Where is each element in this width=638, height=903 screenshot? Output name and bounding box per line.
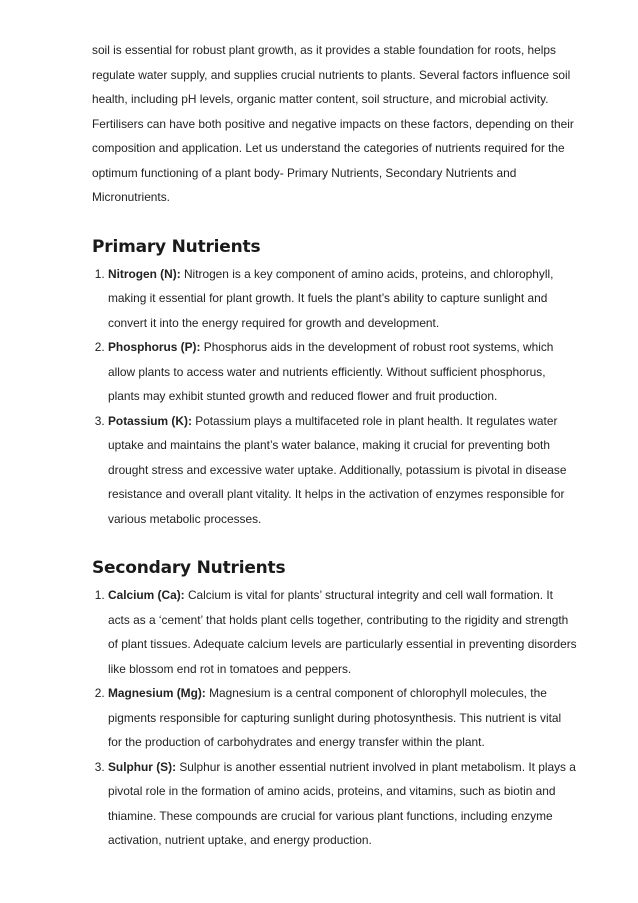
nutrient-description: Phosphorus aids in the development of robust root systems, which allow plants to access water and nutrients efficiently. Without sufficient phosphorus, plants may exhibit stunted growth and reduced flower and fruit production. xyxy=(108,340,554,403)
nutrient-description: Nitrogen is a key component of amino acids, proteins, and chlorophyll, making it essential for plant growth. It fuels the plant’s ability to capture sunlight and convert it into the energy required for growth and development. xyxy=(108,266,554,330)
nutrient-term: Phosphorus (P): xyxy=(108,340,201,354)
nutrient-term: Nitrogen (N): xyxy=(108,266,181,281)
secondary-nutrients-list xyxy=(92,583,578,853)
nutrient-term: Calcium (Ca): xyxy=(108,588,185,602)
nutrient-term: Magnesium (Mg): xyxy=(108,686,206,700)
primary-nutrients-heading: Primary Nutrients xyxy=(92,236,261,257)
list-item xyxy=(108,681,578,755)
intro-paragraph: soil is essential for robust plant growth, as it provides a stable foundation for roots, helps regulate water supply, and supplies crucial nutrients to plants. Several factors influence soil health, including pH levels, organic matter content, soil structure, and microbial activity. Fertilisers can have both positive and negative impacts on these factors, depending on their composition and application. Let us understand the categories of nutrients required for the optimum functioning of a plant body- Primary Nutrients, Secondary Nutrients and Micronutrients. xyxy=(92,43,574,204)
nutrient-term: Sulphur (S): xyxy=(108,759,177,774)
nutrient-description: Calcium is vital for plants’ structural integrity and cell wall formation. It acts as a ‘cement’ that holds plant cells together, contributing to the rigidity and strength of plant tissues. Adequate calcium levels are particularly essential in preventing disorders like blossom end rot in tomatoes and peppers. xyxy=(108,588,577,676)
nutrient-description: Potassium plays a multifaceted role in plant health. It regulates water uptake and maintains the plant’s water balance, making it crucial for preventing both drought stress and excessive water uptake. Additionally, potassium is pivotal in disease resistance and overall plant vitality. It helps in the activation of enzymes responsible for various metabolic processes. xyxy=(108,413,567,526)
primary-nutrients-list xyxy=(92,262,578,532)
list-item xyxy=(108,583,578,681)
nutrient-term: Potassium (K): xyxy=(108,413,192,428)
list-item xyxy=(108,335,578,409)
nutrient-description: Sulphur is another essential nutrient involved in plant metabolism. It plays a pivotal role in the formation of amino acids, proteins, and vitamins, such as biotin and thiamine. These compounds are crucial for various plant functions, including enzyme activation, nutrient uptake, and energy production. xyxy=(108,759,576,847)
secondary-nutrients-heading: Secondary Nutrients xyxy=(92,558,286,578)
nutrient-description: Magnesium is a central component of chlorophyll molecules, the pigments responsible for capturing sunlight during photosynthesis. This nutrient is vital for the production of carbohydrates and energy transfer within the plant. xyxy=(108,686,562,749)
list-item xyxy=(108,755,578,853)
list-item xyxy=(108,262,578,336)
list-item xyxy=(108,409,578,532)
